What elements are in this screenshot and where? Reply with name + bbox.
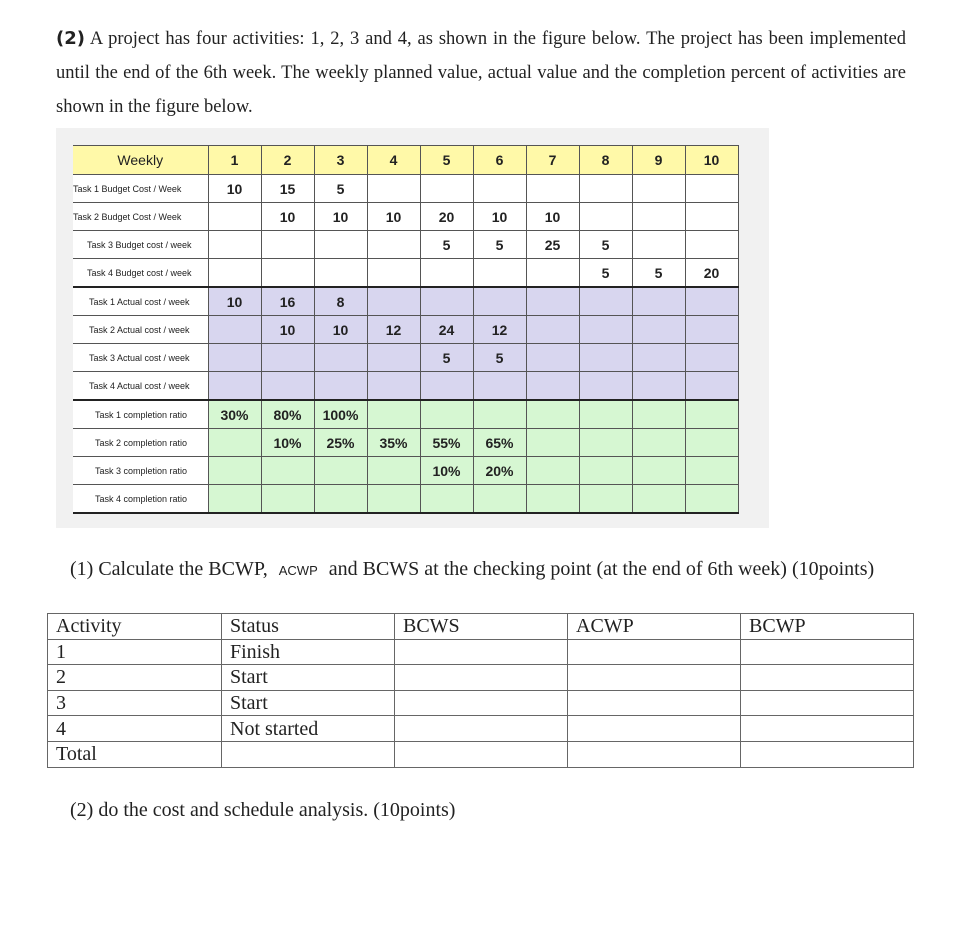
- answer-row: [48, 639, 914, 665]
- table-cell: [579, 372, 632, 401]
- table-cell: [685, 287, 738, 316]
- answer-cell: [395, 690, 568, 716]
- table-cell: [526, 400, 579, 429]
- table-cell: [208, 344, 261, 372]
- answer-row: [48, 716, 914, 742]
- answer-header-cell: BCWP: [741, 614, 914, 640]
- table-cell: 10: [261, 316, 314, 344]
- table-row: [73, 259, 738, 288]
- problem-intro: [56, 22, 906, 124]
- question-1-prefix: (1) Calculate the BCWP,: [70, 558, 268, 580]
- answer-header-row: [48, 614, 914, 640]
- table-row: [73, 372, 738, 401]
- table-cell: 10%: [261, 429, 314, 457]
- table-cell: [367, 400, 420, 429]
- weekly-cost-table: [73, 145, 739, 514]
- table-cell: [420, 287, 473, 316]
- table-cell: 8: [314, 287, 367, 316]
- table-cell: [208, 429, 261, 457]
- table-cell: [632, 372, 685, 401]
- table-cell: [685, 316, 738, 344]
- answer-cell: Not started: [222, 716, 395, 742]
- table-cell: [208, 485, 261, 514]
- table-cell: 5: [579, 259, 632, 288]
- table-cell: 20%: [473, 457, 526, 485]
- table-cell: 10%: [420, 457, 473, 485]
- table-row: [73, 203, 738, 231]
- row-label: Task 3 Actual cost / week: [73, 344, 208, 372]
- table-cell: [526, 316, 579, 344]
- table-cell: [314, 231, 367, 259]
- answer-table: [47, 613, 914, 768]
- row-label: Task 4 completion ratio: [73, 485, 208, 514]
- answer-header-cell: BCWS: [395, 614, 568, 640]
- table-cell: 10: [261, 203, 314, 231]
- table-cell: 10: [473, 203, 526, 231]
- answer-row: [48, 690, 914, 716]
- table-cell: 80%: [261, 400, 314, 429]
- answer-row: [48, 665, 914, 691]
- row-label: Task 2 Actual cost / week: [73, 316, 208, 344]
- table-cell: 10: [208, 175, 261, 203]
- table-cell: 65%: [473, 429, 526, 457]
- answer-header-cell: Activity: [48, 614, 222, 640]
- table-cell: [579, 485, 632, 514]
- answer-cell: [395, 716, 568, 742]
- table-cell: 12: [367, 316, 420, 344]
- table-cell: [367, 231, 420, 259]
- table-cell: [526, 175, 579, 203]
- row-label: Task 2 completion ratio: [73, 429, 208, 457]
- table-row: [73, 485, 738, 514]
- table-row: [73, 457, 738, 485]
- answer-cell: [741, 639, 914, 665]
- table-cell: [526, 287, 579, 316]
- table-cell: [261, 344, 314, 372]
- table-cell: [685, 457, 738, 485]
- table-cell: [261, 259, 314, 288]
- answer-cell: 2: [48, 665, 222, 691]
- table-cell: 15: [261, 175, 314, 203]
- question-1-suffix: and BCWS at the checking point (at the end of 6th week) (10points): [328, 558, 875, 580]
- table-row: [73, 400, 738, 429]
- answer-cell: [741, 665, 914, 691]
- table-row: [73, 175, 738, 203]
- table-cell: 35%: [367, 429, 420, 457]
- week-header-row: [73, 146, 738, 175]
- table-cell: [632, 400, 685, 429]
- table-cell: 20: [420, 203, 473, 231]
- table-cell: [526, 344, 579, 372]
- table-cell: [579, 400, 632, 429]
- table-cell: [473, 485, 526, 514]
- row-label: Task 1 Actual cost / week: [73, 287, 208, 316]
- week-number: 1: [208, 146, 261, 175]
- table-cell: [208, 372, 261, 401]
- table-cell: 10: [314, 316, 367, 344]
- week-header-label: Weekly: [73, 146, 208, 175]
- table-cell: [579, 316, 632, 344]
- table-cell: 20: [685, 259, 738, 288]
- table-cell: [632, 287, 685, 316]
- table-cell: 5: [473, 231, 526, 259]
- answer-cell: [568, 741, 741, 767]
- table-cell: [632, 457, 685, 485]
- table-cell: [685, 203, 738, 231]
- weekly-cost-chart: [56, 128, 769, 528]
- table-cell: [367, 372, 420, 401]
- table-cell: 5: [420, 231, 473, 259]
- table-cell: [526, 457, 579, 485]
- week-number: 5: [420, 146, 473, 175]
- table-cell: [685, 372, 738, 401]
- answer-cell: [741, 690, 914, 716]
- answer-cell: [568, 639, 741, 665]
- table-cell: [367, 457, 420, 485]
- answer-cell: 4: [48, 716, 222, 742]
- answer-cell: [395, 741, 568, 767]
- table-cell: [473, 175, 526, 203]
- table-cell: [261, 372, 314, 401]
- answer-cell: [568, 716, 741, 742]
- problem-number: (2): [56, 28, 85, 49]
- table-cell: [314, 372, 367, 401]
- table-cell: [314, 344, 367, 372]
- table-cell: 12: [473, 316, 526, 344]
- table-cell: [420, 400, 473, 429]
- table-cell: [632, 231, 685, 259]
- week-number: 2: [261, 146, 314, 175]
- table-cell: 24: [420, 316, 473, 344]
- answer-cell: Start: [222, 665, 395, 691]
- table-cell: 100%: [314, 400, 367, 429]
- table-cell: [579, 344, 632, 372]
- table-cell: 5: [632, 259, 685, 288]
- table-cell: [208, 231, 261, 259]
- week-number: 4: [367, 146, 420, 175]
- table-cell: [367, 259, 420, 288]
- table-cell: [579, 203, 632, 231]
- table-cell: [420, 175, 473, 203]
- table-cell: [685, 429, 738, 457]
- week-number: 10: [685, 146, 738, 175]
- week-number: 9: [632, 146, 685, 175]
- table-cell: [208, 316, 261, 344]
- table-cell: [473, 259, 526, 288]
- question-2: (2) do the cost and schedule analysis. (10points): [70, 799, 456, 821]
- answer-header-cell: ACWP: [568, 614, 741, 640]
- row-label: Task 3 Budget cost / week: [73, 231, 208, 259]
- answer-cell: [222, 741, 395, 767]
- table-cell: [526, 372, 579, 401]
- table-cell: [579, 175, 632, 203]
- problem-text: A project has four activities: 1, 2, 3 and 4, as shown in the figure below. The project has been implemented until the end of the 6th week. The weekly planned value, actual value and the completion percent of activities are shown in the figure below.: [56, 29, 906, 117]
- answer-cell: [395, 665, 568, 691]
- table-cell: [632, 175, 685, 203]
- table-cell: 5: [473, 344, 526, 372]
- table-cell: [261, 231, 314, 259]
- table-cell: 16: [261, 287, 314, 316]
- table-row: [73, 429, 738, 457]
- table-cell: [314, 457, 367, 485]
- answer-cell: [568, 690, 741, 716]
- row-label: Task 4 Budget cost / week: [73, 259, 208, 288]
- table-row: [73, 344, 738, 372]
- table-row: [73, 231, 738, 259]
- table-cell: [579, 457, 632, 485]
- table-cell: 10: [367, 203, 420, 231]
- table-cell: [473, 372, 526, 401]
- table-cell: [685, 231, 738, 259]
- week-number: 3: [314, 146, 367, 175]
- table-cell: [420, 485, 473, 514]
- table-cell: [367, 485, 420, 514]
- table-cell: 5: [579, 231, 632, 259]
- table-cell: [208, 203, 261, 231]
- table-cell: [579, 429, 632, 457]
- table-cell: [685, 175, 738, 203]
- week-number: 6: [473, 146, 526, 175]
- table-cell: [208, 259, 261, 288]
- table-cell: [526, 485, 579, 514]
- table-cell: 5: [420, 344, 473, 372]
- table-cell: [579, 287, 632, 316]
- table-cell: 25%: [314, 429, 367, 457]
- table-cell: [314, 485, 367, 514]
- answer-cell: Finish: [222, 639, 395, 665]
- table-cell: 10: [526, 203, 579, 231]
- answer-cell: 3: [48, 690, 222, 716]
- table-cell: [261, 485, 314, 514]
- answer-cell: [395, 639, 568, 665]
- table-cell: [473, 287, 526, 316]
- table-cell: [526, 259, 579, 288]
- week-number: 7: [526, 146, 579, 175]
- table-row: [73, 316, 738, 344]
- answer-cell: Start: [222, 690, 395, 716]
- table-cell: [367, 175, 420, 203]
- table-row: [73, 287, 738, 316]
- table-cell: [632, 203, 685, 231]
- answer-header-cell: Status: [222, 614, 395, 640]
- answer-cell: [568, 665, 741, 691]
- table-cell: [526, 429, 579, 457]
- table-cell: 10: [314, 203, 367, 231]
- row-label: Task 1 Budget Cost / Week: [73, 175, 208, 203]
- answer-cell: [741, 716, 914, 742]
- table-cell: [632, 316, 685, 344]
- table-cell: [685, 485, 738, 514]
- table-cell: 30%: [208, 400, 261, 429]
- question-1: [70, 554, 920, 586]
- table-cell: [632, 429, 685, 457]
- table-cell: [420, 259, 473, 288]
- question-1-acwp: ACWP: [278, 563, 318, 578]
- answer-cell: Total: [48, 741, 222, 767]
- table-cell: [367, 287, 420, 316]
- table-cell: [632, 344, 685, 372]
- row-label: Task 2 Budget Cost / Week: [73, 203, 208, 231]
- table-cell: [473, 400, 526, 429]
- row-label: Task 1 completion ratio: [73, 400, 208, 429]
- row-label: Task 4 Actual cost / week: [73, 372, 208, 401]
- table-cell: [314, 259, 367, 288]
- table-cell: 10: [208, 287, 261, 316]
- table-cell: 5: [314, 175, 367, 203]
- table-cell: [420, 372, 473, 401]
- answer-row: [48, 741, 914, 767]
- table-cell: 55%: [420, 429, 473, 457]
- table-cell: [367, 344, 420, 372]
- table-cell: 25: [526, 231, 579, 259]
- table-cell: [208, 457, 261, 485]
- table-cell: [685, 344, 738, 372]
- table-cell: [261, 457, 314, 485]
- row-label: Task 3 completion ratio: [73, 457, 208, 485]
- table-cell: [685, 400, 738, 429]
- table-cell: [632, 485, 685, 514]
- answer-cell: 1: [48, 639, 222, 665]
- week-number: 8: [579, 146, 632, 175]
- answer-cell: [741, 741, 914, 767]
